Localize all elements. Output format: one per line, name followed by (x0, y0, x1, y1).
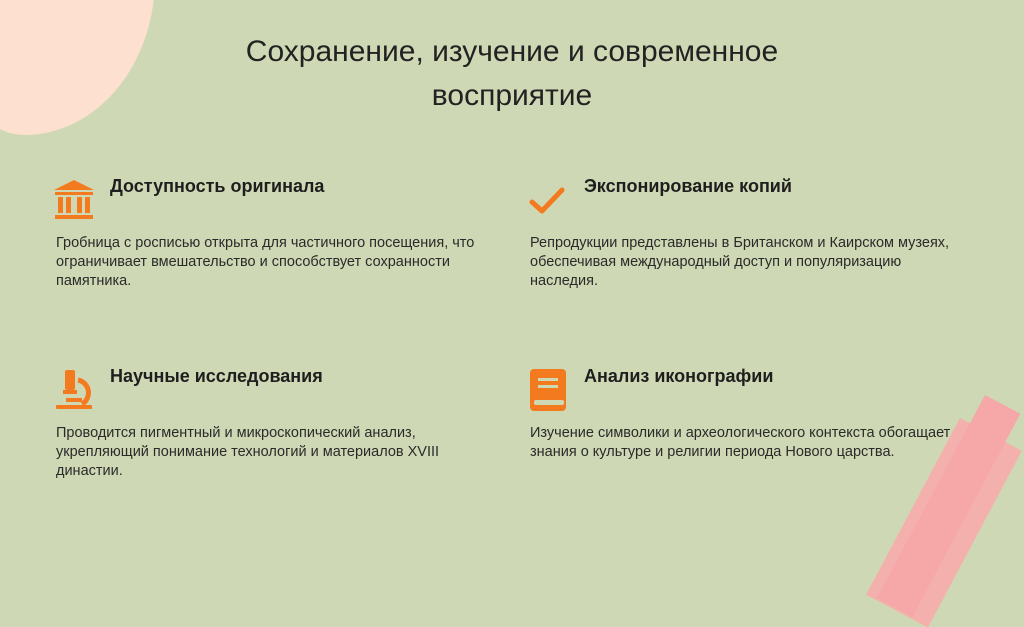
microscope-icon (52, 368, 96, 412)
card-text: Проводится пигментный и микроскопический анализ, укрепляющий понимание технологий и материалов XVIII династии. (56, 425, 440, 479)
museum-icon (52, 178, 96, 222)
card-text: Гробница с росписью открыта для частичного посещения, что ограничивает вмешательство и способствует сохранности памятника. (56, 235, 475, 289)
book-icon (526, 368, 570, 412)
card-heading: Анализ иконографии (584, 366, 774, 386)
card-text: Репродукции представлены в Британском и Каирском музеях, обеспечивая международный доступ и популяризацию наследия. (530, 235, 950, 289)
card-text: Изучение символики и археологического контекста обогащает знания о культуре и религии периода Нового царства. (530, 425, 951, 460)
card-heading: Доступность оригинала (110, 176, 325, 196)
card-heading: Научные исследования (110, 366, 323, 386)
checkmark-icon (526, 178, 570, 222)
slide-title (0, 30, 1024, 118)
card-heading: Экспонирование копий (584, 176, 792, 196)
slide-title-line-2: восприятие (431, 79, 593, 112)
slide-title-line-1: Сохранение, изучение и современное (245, 35, 779, 68)
